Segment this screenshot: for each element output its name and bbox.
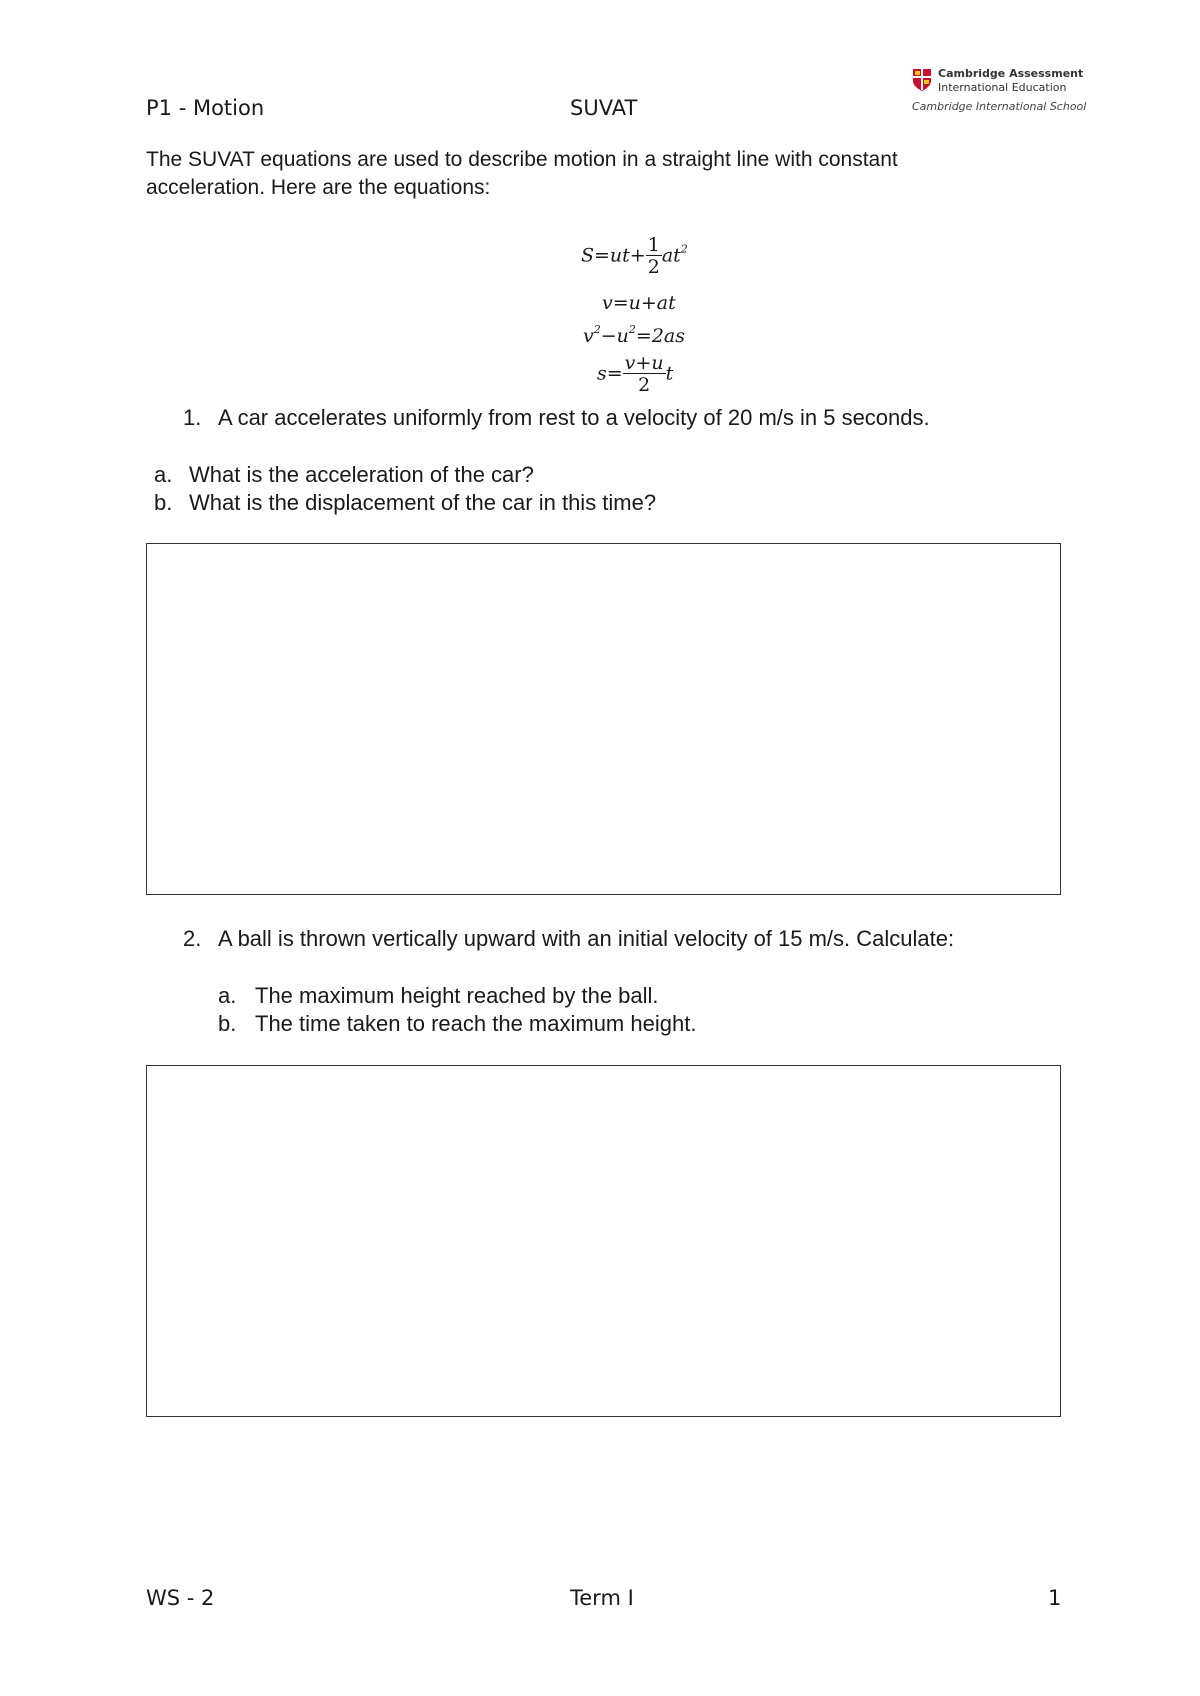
intro-paragraph xyxy=(146,146,898,202)
fraction-half: $\frac{1}{2}$ xyxy=(647,234,660,278)
logo-text-line1: Cambridge Assessment xyxy=(938,67,1084,80)
equation-displacement: S=ut+ $\frac{1}{2}$ $at^2$ xyxy=(581,234,688,278)
question-2-number: 2. xyxy=(183,926,202,951)
unit-title: P1 - Motion xyxy=(146,96,265,120)
question-2b-text: The time taken to reach the maximum height. xyxy=(255,1011,697,1036)
answer-box-2[interactable] xyxy=(146,1065,1061,1417)
fraction-average: $\frac{v+u}{2}$ xyxy=(624,352,664,396)
footer-page-number: 1 xyxy=(1048,1586,1062,1610)
question-1b-text: What is the displacement of the car in this time? xyxy=(189,490,657,515)
question-1-number: 1. xyxy=(183,405,202,430)
question-1-text: A car accelerates uniformly from rest to a velocity of 20 m/s in 5 seconds. xyxy=(218,405,930,430)
question-2-text: A ball is thrown vertically upward with an initial velocity of 15 m/s. Calculate: xyxy=(218,926,955,951)
question-1b-label: b. xyxy=(154,490,173,515)
answer-box-1[interactable] xyxy=(146,543,1061,895)
question-2b-label: b. xyxy=(218,1011,237,1036)
equation-velocity-squared: $v^2-u^2=2as$ xyxy=(583,323,685,347)
question-2a-text: The maximum height reached by the ball. xyxy=(255,983,659,1008)
question-1a-text: What is the acceleration of the car? xyxy=(189,462,534,487)
topic-title: SUVAT xyxy=(570,96,638,120)
question-1a-label: a. xyxy=(154,462,173,487)
question-2a-label: a. xyxy=(218,983,237,1008)
intro-line-2: acceleration. Here are the equations: xyxy=(146,176,491,199)
logo-text-line2: International Education xyxy=(938,81,1067,94)
equation-velocity: v=u+at xyxy=(602,292,676,314)
intro-line-1: The SUVAT equations are used to describe motion in a straight line with constant xyxy=(146,148,898,171)
footer-term: Term I xyxy=(570,1586,634,1610)
equation-average-velocity: s= $\frac{v+u}{2}$ t xyxy=(597,352,674,396)
cambridge-crest-icon xyxy=(912,68,932,92)
footer-worksheet: WS - 2 xyxy=(146,1586,215,1610)
logo-text-line3: Cambridge International School xyxy=(912,100,1087,113)
